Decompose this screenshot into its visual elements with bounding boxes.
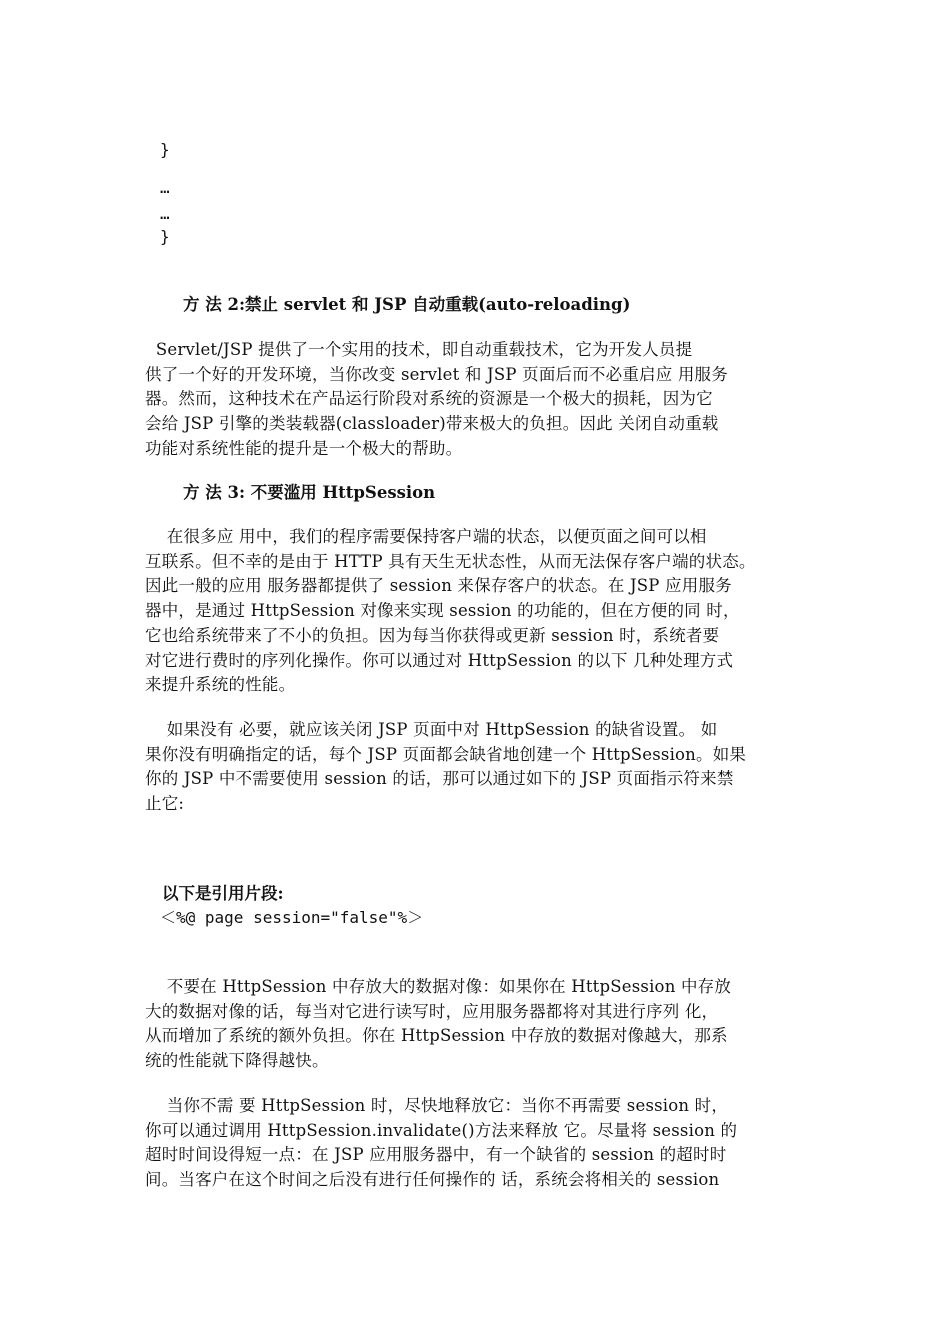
paragraph-large-objects (145, 975, 810, 1074)
paragraph-line: 互联系。但不幸的是由于 HTTP 具有天生无状态性，从而无法保存客户端的状态。 (145, 551, 756, 571)
code-brace-close: } (160, 140, 170, 159)
paragraph-line: 它也给系统带来了不小的负担。因为每当你获得或更新 session 时，系统者要 (145, 625, 720, 645)
section-heading-method-2: 方 法 2:禁止 servlet 和 JSP 自动重载(auto-reloading) (183, 295, 631, 314)
quote-code: ＜%@ page session="false"%＞ (160, 908, 424, 927)
paragraph-line: 不要在 HttpSession 中存放大的数据对像：如果你在 HttpSession 中存放 (145, 977, 732, 996)
paragraph-release-session (145, 1094, 810, 1193)
paragraph-line: 供了一个好的开发环境，当你改变 servlet 和 JSP 页面后而不必重启应 用服务 (145, 364, 728, 384)
paragraph-method-3-intro (145, 525, 810, 698)
paragraph-line: 器。然而，这种技术在产品运行阶段对系统的资源是一个极大的损耗，因为它 (145, 389, 713, 409)
paragraph-line: 器中，是通过 HttpSession 对像来实现 session 的功能的，但在方便的同 时， (145, 601, 740, 621)
paragraph-line: 间。当客户在这个时间之后没有进行任何操作的 话，系统会将相关的 session (145, 1170, 720, 1190)
paragraph-line: 统的性能就下降得越快。 (145, 1051, 329, 1071)
paragraph-session-default (145, 718, 810, 817)
paragraph-method-2 (145, 338, 810, 462)
paragraph-line: 你的 JSP 中不需要使用 session 的话，那可以通过如下的 JSP 页面指示符来禁 (145, 769, 734, 789)
paragraph-line: 因此一般的应用 服务器都提供了 session 来保存客户的状态。在 JSP 应用服务 (145, 576, 732, 596)
paragraph-line: 对它进行费时的序列化操作。你可以通过对 HttpSession 的以下 几种处理方式 (145, 650, 734, 670)
quote-label: 以下是引用片段: (162, 884, 284, 903)
code-ellipsis: … (160, 178, 170, 197)
paragraph-line: 当你不需 要 HttpSession 时，尽快地释放它：当你不再需要 session 时， (145, 1096, 729, 1115)
paragraph-line: 来提升系统的性能。 (145, 675, 296, 695)
paragraph-line: 果你没有明确指定的话，每个 JSP 页面都会缺省地创建一个 HttpSession。如果 (145, 744, 747, 764)
paragraph-line: 你可以通过调用 HttpSession.invalidate()方法来释放 它。尽量将 session 的 (145, 1120, 738, 1140)
paragraph-line: 止它: (145, 794, 185, 814)
paragraph-line: 大的数据对像的话，每当对它进行读写时，应用服务器都将对其进行序列 化， (145, 1001, 719, 1021)
paragraph-line: 会给 JSP 引擎的类装载器(classloader)带来极大的负担。因此 关闭自动重载 (145, 414, 719, 434)
paragraph-line: 如果没有 必要，就应该关闭 JSP 页面中对 HttpSession 的缺省设置。 如 (145, 720, 718, 739)
paragraph-line: 在很多应 用中，我们的程序需要保持客户端的状态，以便页面之间可以相 (145, 527, 707, 546)
paragraph-line: Servlet/JSP 提供了一个实用的技术，即自动重载技术，它为开发人员提 (145, 340, 693, 359)
code-brace-close: } (160, 227, 170, 246)
section-heading-method-3: 方 法 3: 不要滥用 HttpSession (183, 483, 436, 502)
code-ellipsis: … (160, 204, 170, 223)
paragraph-line: 超时时间设得短一点：在 JSP 应用服务器中，有一个缺省的 session 的超时时 (145, 1145, 727, 1165)
paragraph-line: 从而增加了系统的额外负担。你在 HttpSession 中存放的数据对像越大，那系 (145, 1026, 728, 1046)
paragraph-line: 功能对系统性能的提升是一个极大的帮助。 (145, 438, 463, 458)
